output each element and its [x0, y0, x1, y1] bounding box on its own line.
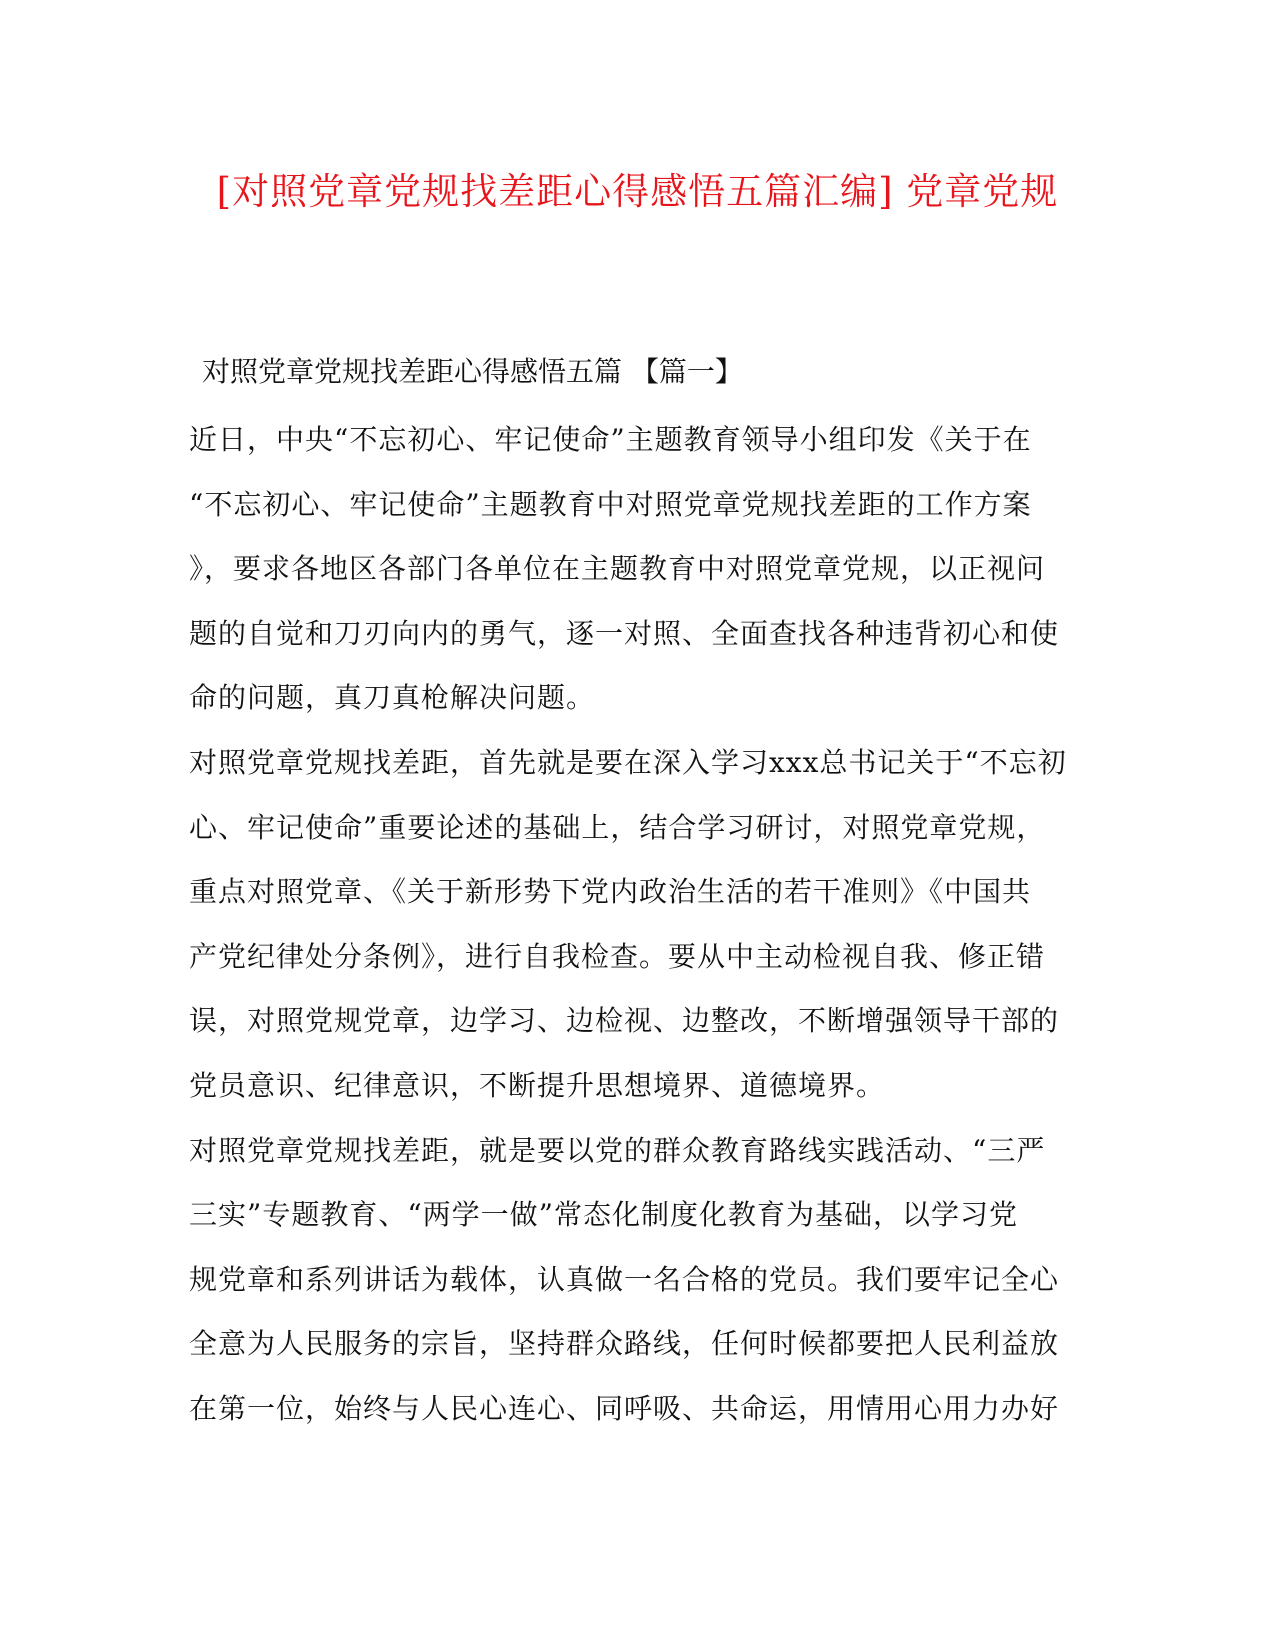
text-line: 对照党章党规找差距，首先就是要在深入学习xxx总书记关于“不忘初 — [189, 745, 1067, 779]
text-line: 三实”专题教育、“两学一做”常态化制度化教育为基础，以学习党 — [189, 1198, 1018, 1232]
text-line: 近日，中央“不忘初心、牢记使命”主题教育领导小组印发《关于在 — [189, 423, 1032, 456]
text-line: 产党纪律处分条例》，进行自我检查。要从中主动检视自我、修正错 — [189, 939, 1046, 973]
text-line: 在第一位，始终与人民心连心、同呼吸、共命运，用情用心用力办好 — [189, 1391, 1060, 1425]
document-title: [对照党章党规找差距心得感悟五篇汇编] 党章党规 — [216, 170, 1059, 213]
section-subheading: 对照党章党规找差距心得感悟五篇 【篇一】 — [202, 355, 743, 388]
text-line: 重点对照党章、《关于新形势下党内政治生活的若干准则》《中国共 — [189, 875, 1032, 909]
text-line: 规党章和系列讲话为载体，认真做一名合格的党员。我们要牢记全心 — [189, 1262, 1060, 1296]
text-line: 题的自觉和刀刃向内的勇气，逐一对照、全面查找各种违背初心和使 — [189, 616, 1060, 650]
text-line: 命的问题，真刀真枪解决问题。 — [189, 681, 596, 715]
paragraph-2 — [189, 731, 1089, 1119]
text-line: 党员意识、纪律意识，不断提升思想境界、道德境界。 — [189, 1068, 886, 1102]
text-line: 》，要求各地区各部门各单位在主题教育中对照党章党规，以正视问 — [189, 552, 1046, 586]
text-line: 误，对照党规党章，边学习、边检视、边整改，不断增强领导干部的 — [189, 1004, 1060, 1038]
text-line: “不忘初心、牢记使命”主题教育中对照党章党规找差距的工作方案 — [189, 487, 1032, 521]
text-line: 心、牢记使命”重要论述的基础上，结合学习研讨，对照党章党规， — [189, 810, 1046, 844]
text-line: 全意为人民服务的宗旨，坚持群众路线，任何时候都要把人民利益放 — [189, 1327, 1060, 1361]
paragraph-3 — [189, 1119, 1089, 1442]
paragraph-1 — [189, 408, 1089, 731]
text-line: 对照党章党规找差距，就是要以党的群众教育路线实践活动、“三严 — [189, 1133, 1046, 1167]
document-body — [189, 408, 1089, 1442]
